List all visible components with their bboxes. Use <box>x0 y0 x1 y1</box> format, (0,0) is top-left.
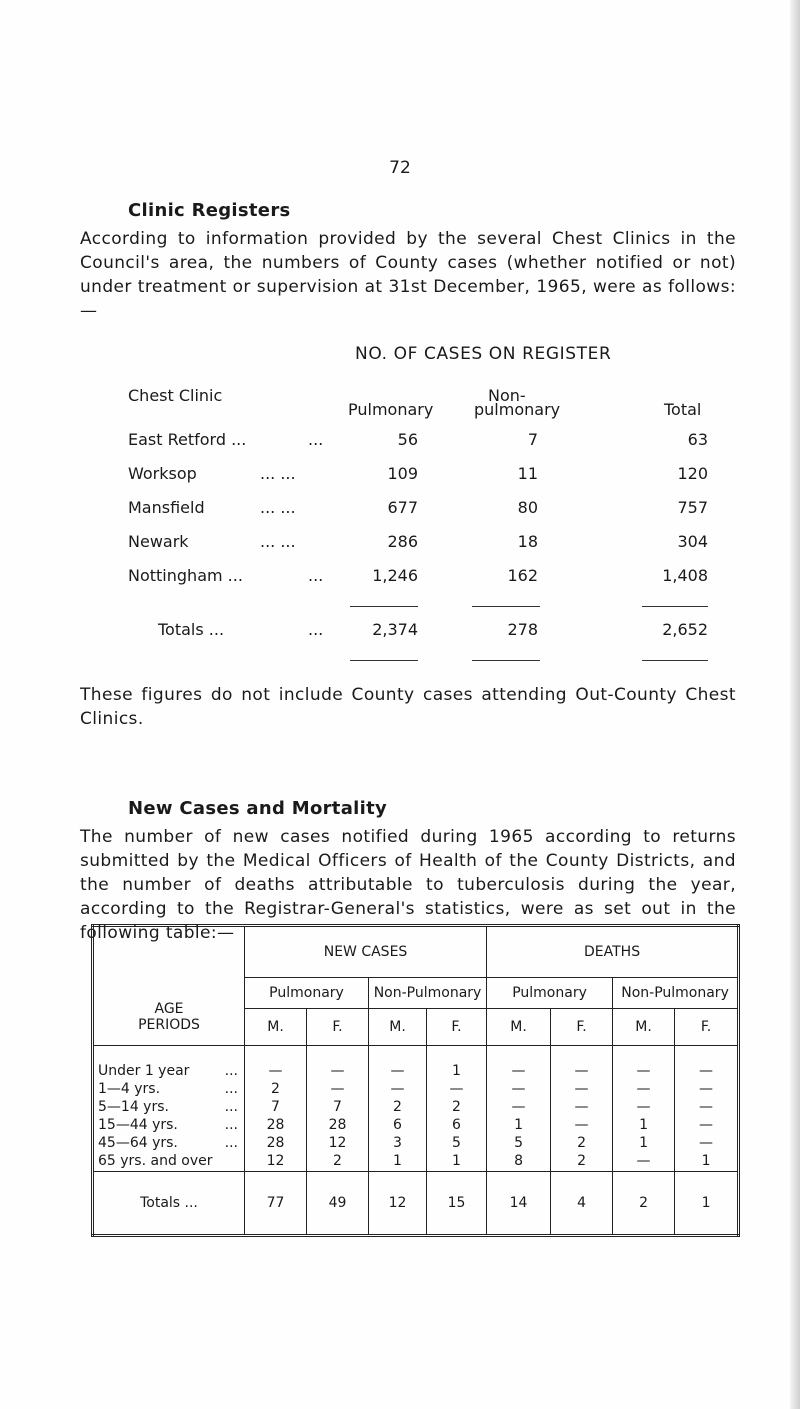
non-pulmonary-count: 11 <box>517 464 538 483</box>
total-count: 120 <box>677 464 708 483</box>
age-line <box>98 1116 244 1134</box>
value: 7 <box>333 1099 342 1115</box>
value: 5 <box>452 1135 461 1151</box>
value: 8 <box>514 1153 523 1169</box>
total-value: 15 <box>427 1172 487 1236</box>
value: 5 <box>514 1135 523 1151</box>
clinic-name: Mansfield <box>128 498 205 517</box>
leader-dots: ... <box>308 566 324 585</box>
value: 1 <box>701 1153 711 1169</box>
value: — <box>511 1099 526 1115</box>
col-m-header: M. <box>487 1009 551 1046</box>
value: 28 <box>328 1117 347 1133</box>
age-label: 45—64 yrs. <box>98 1135 178 1151</box>
value: — <box>636 1153 651 1169</box>
value: 2 <box>333 1153 342 1169</box>
page-number: 72 <box>389 158 411 178</box>
non-pulmonary-count: 80 <box>517 498 538 517</box>
total-value: 4 <box>551 1172 613 1236</box>
pulmonary-count: 109 <box>387 464 418 483</box>
value: — <box>511 1063 526 1079</box>
value: 3 <box>393 1135 402 1151</box>
deaths-non-pulmonary-header: Non-Pulmonary <box>613 978 739 1009</box>
deaths-pulmonary-f-cell <box>551 1046 613 1172</box>
age-label: 15—44 yrs. <box>98 1117 178 1133</box>
header-non-pulmonary-line2: pulmonary <box>474 400 561 419</box>
age-line <box>98 1134 244 1152</box>
register-table-title: NO. OF CASES ON REGISTER <box>355 344 612 364</box>
total-count: 1,408 <box>662 566 708 585</box>
register-row <box>0 532 800 556</box>
value: 1 <box>639 1117 648 1133</box>
value: 1 <box>452 1063 461 1079</box>
new-cases-heading: New Cases and Mortality <box>128 798 388 819</box>
rule-divider <box>472 660 540 661</box>
leader-dots: ... <box>224 1081 238 1097</box>
value: 6 <box>452 1117 461 1133</box>
new-non-pulmonary-header: Non-Pulmonary <box>369 978 487 1009</box>
value: — <box>390 1063 405 1079</box>
grand-total: 2,652 <box>662 620 708 639</box>
clinic-name: Worksop <box>128 464 197 483</box>
col-f-header: F. <box>551 1009 613 1046</box>
pulmonary-count: 286 <box>387 532 418 551</box>
pulmonary-count: 56 <box>397 430 418 449</box>
leader-dots: ... <box>308 430 324 449</box>
register-row <box>0 430 800 454</box>
clinic-registers-intro: According to information provided by the several Chest Clinics in the Council's area, the numbers of County cases (whether notified or not) under treatment or supervision at 31st December, 1965, were as follows:— <box>80 229 736 321</box>
age-label: 5—14 yrs. <box>98 1099 169 1115</box>
value: — <box>699 1135 714 1151</box>
value: 1 <box>452 1153 461 1169</box>
total-value: 14 <box>487 1172 551 1236</box>
age-rows-block <box>93 1046 739 1172</box>
deaths-non-pulmonary-m-cell <box>613 1046 675 1172</box>
age-line <box>98 1062 244 1080</box>
value: — <box>636 1063 651 1079</box>
age-labels-cell <box>93 1046 245 1172</box>
rule-divider <box>472 606 540 607</box>
value: 12 <box>266 1153 285 1169</box>
col-m-header: M. <box>613 1009 675 1046</box>
value: — <box>449 1081 464 1097</box>
value: 6 <box>393 1117 402 1133</box>
value: — <box>699 1081 714 1097</box>
pulmonary-total: 2,374 <box>372 620 418 639</box>
value: 1 <box>514 1117 523 1133</box>
age-label: Under 1 year <box>98 1063 190 1079</box>
age-line <box>98 1080 244 1098</box>
value: — <box>390 1081 405 1097</box>
new-cases-mortality-table <box>91 924 740 1237</box>
value: — <box>511 1081 526 1097</box>
header-total: Total <box>664 400 702 419</box>
non-pulmonary-total: 278 <box>507 620 538 639</box>
leader-dots: ... <box>224 1099 238 1115</box>
register-totals-row <box>0 620 800 644</box>
new-non-pulmonary-f-cell <box>427 1046 487 1172</box>
leader-dots: ... <box>224 1063 238 1079</box>
age-header-line2: PERIODS <box>138 1017 200 1033</box>
value: 2 <box>271 1081 280 1097</box>
non-pulmonary-count: 18 <box>517 532 538 551</box>
age-line <box>98 1152 244 1170</box>
total-value: 1 <box>675 1172 739 1236</box>
total-value: 2 <box>613 1172 675 1236</box>
deaths-pulmonary-m-cell <box>487 1046 551 1172</box>
rule-divider <box>350 660 418 661</box>
value: — <box>574 1081 589 1097</box>
rule-divider <box>350 606 418 607</box>
age-header-line1: AGE <box>154 1001 184 1017</box>
deaths-non-pulmonary-f-cell <box>675 1046 739 1172</box>
leader-dots: ... <box>308 620 324 639</box>
total-count: 304 <box>677 532 708 551</box>
age-label: 1—4 yrs. <box>98 1081 161 1097</box>
new-pulmonary-header: Pulmonary <box>245 978 369 1009</box>
new-non-pulmonary-m-cell <box>369 1046 427 1172</box>
deaths-header: DEATHS <box>487 926 739 978</box>
value: — <box>330 1081 345 1097</box>
value: 2 <box>452 1099 461 1115</box>
value: 2 <box>393 1099 402 1115</box>
value: — <box>268 1063 283 1079</box>
total-value: 49 <box>307 1172 369 1236</box>
value: 2 <box>577 1153 586 1169</box>
total-count: 757 <box>677 498 708 517</box>
pulmonary-count: 1,246 <box>372 566 418 585</box>
header-pulmonary: Pulmonary <box>348 400 434 419</box>
value: 28 <box>266 1135 285 1151</box>
register-row <box>0 464 800 488</box>
pulmonary-count: 677 <box>387 498 418 517</box>
value: 1 <box>639 1135 648 1151</box>
total-count: 63 <box>687 430 708 449</box>
totals-label: Totals ... <box>93 1172 245 1236</box>
value: — <box>574 1099 589 1115</box>
header-non-pulmonary-line1: Non- <box>488 386 526 405</box>
rule-divider <box>642 606 708 607</box>
age-line <box>98 1098 244 1116</box>
non-pulmonary-count: 162 <box>507 566 538 585</box>
age-label: 65 yrs. and over <box>98 1153 213 1169</box>
col-f-header: F. <box>427 1009 487 1046</box>
clinic-registers-heading: Clinic Registers <box>128 200 291 221</box>
leader-dots: ... ... <box>260 498 296 517</box>
cases-totals-row <box>93 1172 739 1236</box>
new-pulmonary-f-cell <box>307 1046 369 1172</box>
totals-label: Totals ... <box>158 620 225 639</box>
value: — <box>699 1063 714 1079</box>
page-edge-shadow <box>790 0 800 1409</box>
value: — <box>574 1117 589 1133</box>
col-f-header: F. <box>307 1009 369 1046</box>
col-m-header: M. <box>369 1009 427 1046</box>
new-cases-intro: The number of new cases notified during 1965 according to returns submitted by the Medical Officers of Health of the County Districts, and the number of deaths attributable to tuberculosis during the year, according to the Registrar-General's statistics, were as set out in the following table:— <box>80 827 736 943</box>
value: — <box>699 1099 714 1115</box>
age-periods-header <box>93 926 245 1046</box>
total-value: 77 <box>245 1172 307 1236</box>
leader-dots: ... ... <box>260 464 296 483</box>
value: — <box>636 1099 651 1115</box>
register-note: These figures do not include County cases attending Out-County Chest Clinics. <box>80 685 736 729</box>
non-pulmonary-count: 7 <box>527 430 538 449</box>
leader-dots: ... <box>224 1135 238 1151</box>
register-row <box>0 498 800 522</box>
register-row <box>0 566 800 590</box>
clinic-name: Newark <box>128 532 189 551</box>
leader-dots: ... ... <box>260 532 296 551</box>
value: — <box>574 1063 589 1079</box>
new-pulmonary-m-cell <box>245 1046 307 1172</box>
clinic-name: Nottingham ... <box>128 566 243 585</box>
value: — <box>699 1117 714 1133</box>
value: — <box>330 1063 345 1079</box>
value: 1 <box>393 1153 402 1169</box>
new-cases-header: NEW CASES <box>245 926 487 978</box>
value: 7 <box>271 1099 280 1115</box>
col-m-header: M. <box>245 1009 307 1046</box>
total-value: 12 <box>369 1172 427 1236</box>
value: 12 <box>328 1135 347 1151</box>
value: 28 <box>266 1117 285 1133</box>
deaths-pulmonary-header: Pulmonary <box>487 978 613 1009</box>
leader-dots: ... <box>224 1117 238 1133</box>
col-f-header: F. <box>675 1009 739 1046</box>
clinic-name: East Retford ... <box>128 430 247 449</box>
value: 2 <box>577 1135 586 1151</box>
rule-divider <box>642 660 708 661</box>
header-chest-clinic: Chest Clinic <box>128 386 223 405</box>
value: — <box>636 1081 651 1097</box>
